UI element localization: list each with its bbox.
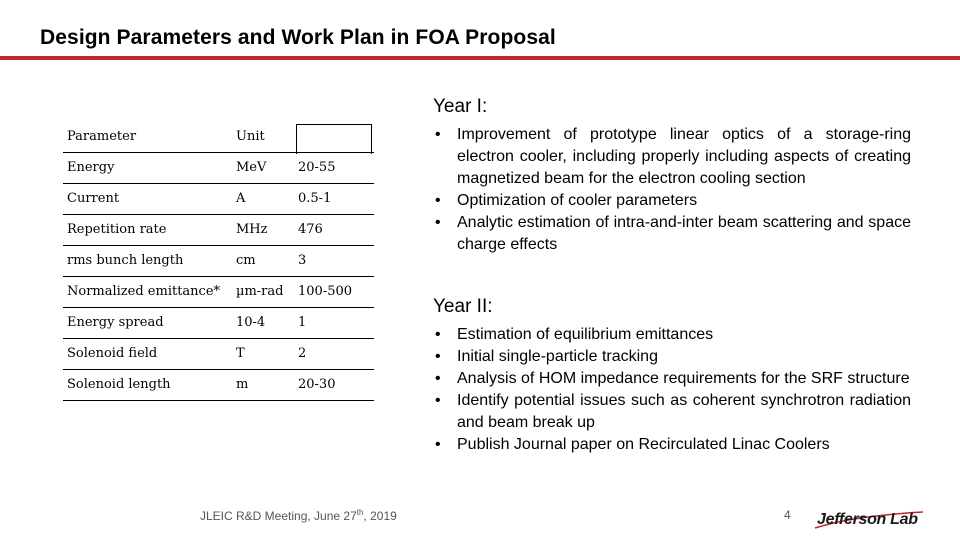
header-parameter: Parameter <box>63 121 232 152</box>
row-value: 476 <box>294 214 374 245</box>
slide-title: Design Parameters and Work Plan in FOA Proposal <box>40 26 556 49</box>
year2-section <box>433 296 911 456</box>
list-item: • Analysis of HOM impedance requirements for the SRF structure <box>433 368 911 390</box>
footer-meeting-text: JLEIC R&D Meeting, June 27 <box>200 509 357 523</box>
list-item: • Identify potential issues such as coherent synchrotron radiation and beam break up <box>433 390 911 434</box>
row-unit: cm <box>232 245 294 276</box>
footer-superscript: th <box>356 508 364 517</box>
header-value <box>294 121 374 152</box>
row-parameter: Solenoid field <box>63 338 232 369</box>
jefferson-lab-logo <box>813 508 928 532</box>
row-unit: µm-rad <box>232 276 294 307</box>
table-header-row <box>63 121 374 152</box>
row-value: 20-55 <box>294 152 374 183</box>
page-number: 4 <box>784 508 791 522</box>
row-unit: A <box>232 183 294 214</box>
year1-section <box>433 96 911 256</box>
table-row <box>63 369 374 400</box>
table-row <box>63 276 374 307</box>
year2-list <box>433 324 911 456</box>
table-row <box>63 307 374 338</box>
year1-list <box>433 124 911 256</box>
table-row <box>63 183 374 214</box>
row-unit: 10-4 <box>232 307 294 338</box>
year1-heading: Year I: <box>433 96 488 117</box>
header-unit: Unit <box>232 121 294 152</box>
row-unit: m <box>232 369 294 400</box>
list-item: • Publish Journal paper on Recirculated Linac Coolers <box>433 434 911 456</box>
row-parameter: Current <box>63 183 232 214</box>
list-item: • Estimation of equilibrium emittances <box>433 324 911 346</box>
row-parameter: Energy spread <box>63 307 232 338</box>
row-value: 100-500 <box>294 276 374 307</box>
title-divider <box>0 56 960 60</box>
row-value: 1 <box>294 307 374 338</box>
logo-text: Jefferson Lab <box>817 511 918 528</box>
row-unit: MHz <box>232 214 294 245</box>
list-item: • Initial single-particle tracking <box>433 346 911 368</box>
row-value: 20-30 <box>294 369 374 400</box>
list-item: • Analytic estimation of intra-and-inter beam scattering and space charge effects <box>433 212 911 256</box>
list-item: • Optimization of cooler parameters <box>433 190 911 212</box>
list-item: • Improvement of prototype linear optics of a storage-ring electron cooler, including properly including aspects of creating magnetized beam for the electron cooling section <box>433 124 911 190</box>
table-row <box>63 152 374 183</box>
row-value: 3 <box>294 245 374 276</box>
row-value: 2 <box>294 338 374 369</box>
row-value: 0.5-1 <box>294 183 374 214</box>
year2-heading: Year II: <box>433 296 493 317</box>
row-unit: MeV <box>232 152 294 183</box>
row-parameter: Normalized emittance* <box>63 276 232 307</box>
row-parameter: Solenoid length <box>63 369 232 400</box>
table-row <box>63 245 374 276</box>
footer-year: , 2019 <box>363 509 397 523</box>
parameters-table <box>63 121 374 401</box>
row-parameter: Energy <box>63 152 232 183</box>
row-unit: T <box>232 338 294 369</box>
row-parameter: Repetition rate <box>63 214 232 245</box>
row-parameter: rms bunch length <box>63 245 232 276</box>
table-row <box>63 214 374 245</box>
table-row <box>63 338 374 369</box>
footer-meeting <box>200 508 397 523</box>
